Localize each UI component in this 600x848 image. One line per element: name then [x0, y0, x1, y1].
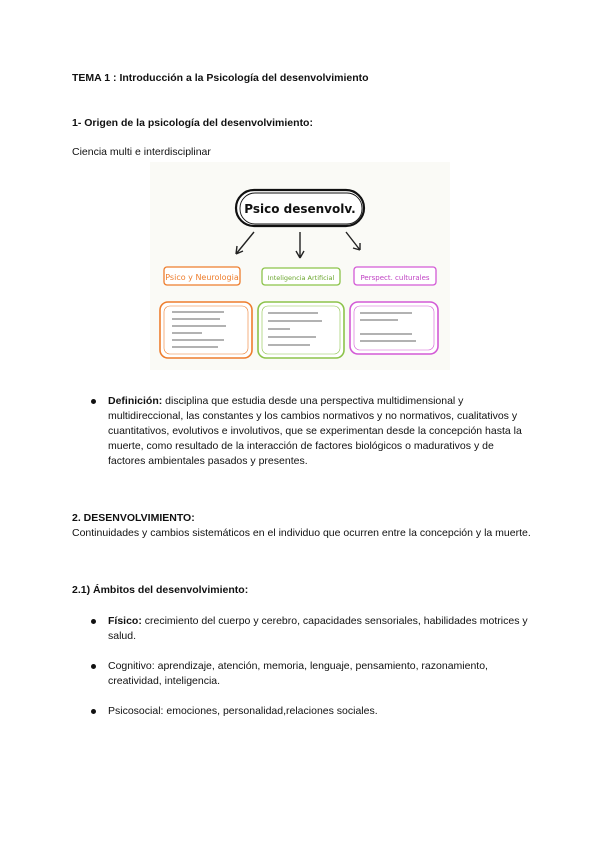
arrow-down-icon: [296, 232, 304, 258]
central-node-label: Psico desenvolv.: [244, 202, 356, 216]
ambitos-list: [108, 614, 528, 734]
mind-map-svg: [150, 162, 450, 370]
bullet-icon: [91, 399, 96, 404]
branch-cultural: [354, 267, 436, 285]
central-node: [236, 190, 364, 226]
detail-box-psico: [160, 302, 252, 358]
ambito-text: crecimiento del cuerpo y cerebro, capacidades sensoriales, habilidades motrices y salud.: [108, 615, 528, 642]
arrow-left-icon: [236, 232, 254, 254]
section-21-heading: 2.1) Ámbitos del desenvolvimiento:: [72, 584, 249, 596]
arrows: [236, 232, 360, 258]
ambito-term: Físico:: [108, 615, 142, 627]
branch-cultural-label: Perspect. culturales: [360, 274, 430, 282]
definition-list: [108, 394, 528, 469]
definition-term: Definición:: [108, 395, 163, 407]
detail-box-cultural: [350, 302, 438, 354]
list-item: [108, 704, 528, 719]
ambito-text: Psicosocial: emociones, personalidad,relaciones sociales.: [108, 705, 378, 717]
section-2-text: Continuidades y cambios sistemáticos en el individuo que ocurren entre la concepción y la muerte.: [72, 527, 531, 539]
section-2-heading: 2. DESENVOLVIMIENTO:: [72, 512, 195, 524]
arrow-right-icon: [346, 232, 360, 250]
definition-text: disciplina que estudia desde una perspectiva multidimensional y multidireccional, las constantes y los cambios normativos y no normativos, cualitativos y cuantitativos, evolutivos e involutivos, que se experimentan desde la concepción hasta la muerte, como resultado de la interacción de factores biológicos o madurativos y de factores ambientales pasados y presentes.: [108, 395, 522, 467]
branch-ia-label: Inteligencia Artificial: [267, 274, 335, 282]
branch-ia: [262, 268, 340, 285]
branch-psico-label: Psico y Neurologia: [165, 273, 239, 282]
bullet-icon: [91, 664, 96, 669]
definition-item: [108, 394, 528, 469]
branch-psico: [164, 267, 240, 285]
detail-box-ia: [258, 302, 344, 358]
bullet-icon: [91, 619, 96, 624]
mind-map-figure: [150, 162, 450, 370]
section-1-heading: 1- Origen de la psicología del desenvolvimiento:: [72, 117, 313, 129]
ambito-text: Cognitivo: aprendizaje, atención, memoria, lenguaje, pensamiento, razonamiento, creatividad, inteligencia.: [108, 660, 488, 687]
list-item: [108, 659, 528, 689]
document-title: TEMA 1 : Introducción a la Psicología del desenvolvimiento: [72, 72, 369, 84]
section-1-subtitle: Ciencia multi e interdisciplinar: [72, 146, 211, 158]
list-item: [108, 614, 528, 644]
bullet-icon: [91, 709, 96, 714]
